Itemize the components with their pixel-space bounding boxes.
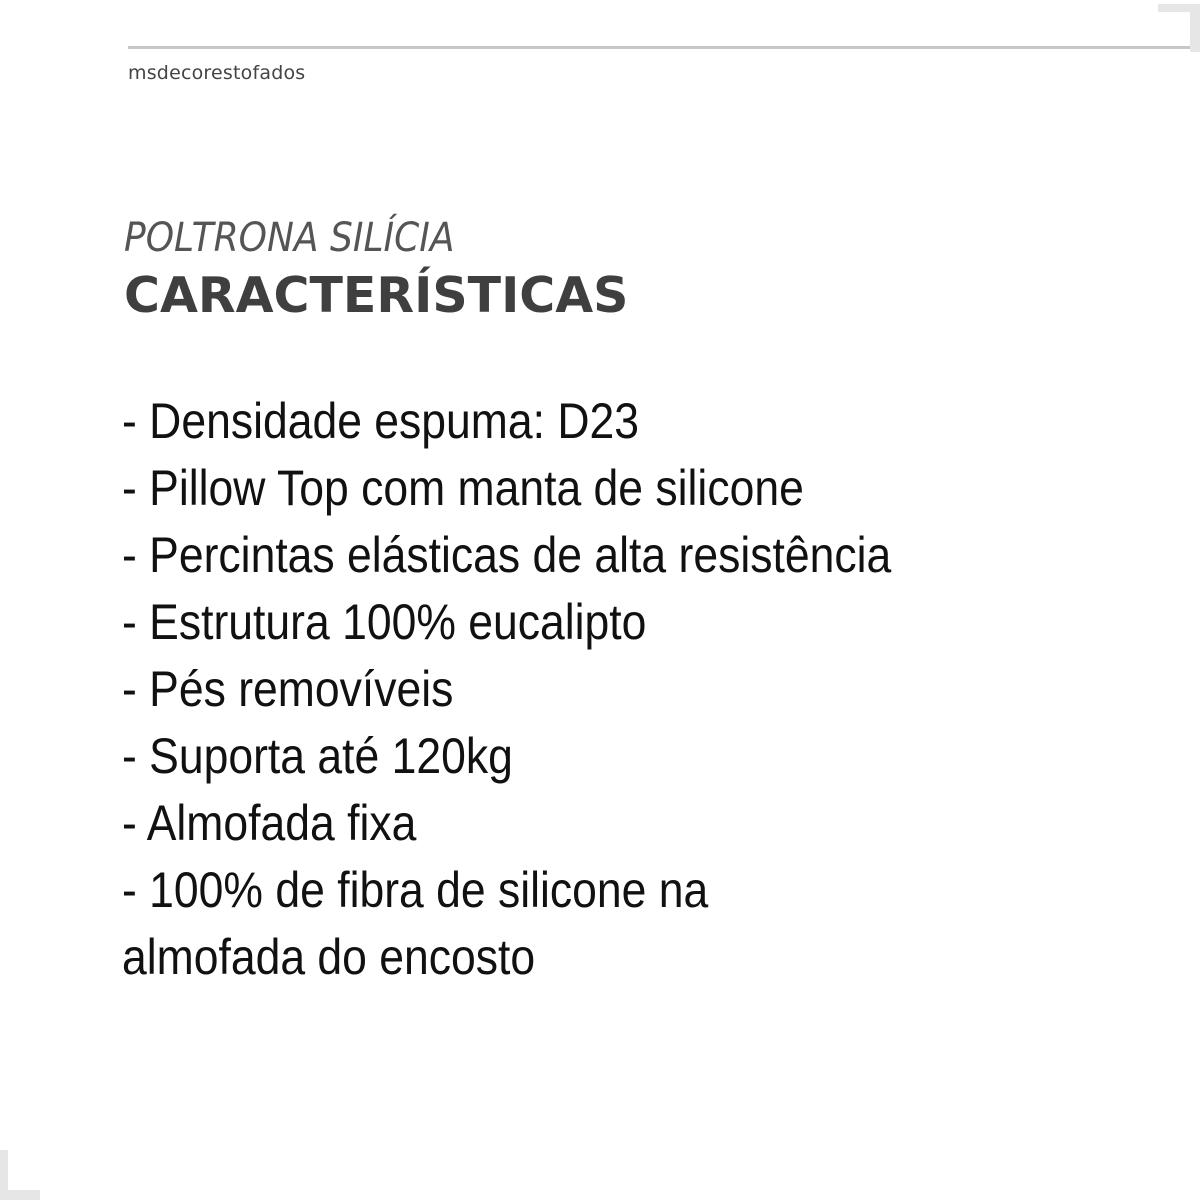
section-title: CARACTERÍSTICAS (124, 267, 629, 324)
feature-item: - Almofada fixa (122, 795, 417, 851)
brand-name: msdecorestofados (128, 62, 306, 84)
feature-item-continuation: almofada do encosto (122, 929, 536, 985)
corner-mark-bottom-left-horizontal (0, 1190, 40, 1200)
feature-item: - Estrutura 100% eucalipto (122, 594, 647, 650)
feature-item: - Suporta até 120kg (122, 728, 513, 784)
feature-item: - Densidade espuma: D23 (122, 393, 639, 449)
corner-mark-top-right-vertical (1190, 4, 1200, 52)
product-name: POLTRONA SILÍCIA (124, 215, 455, 261)
feature-item: - Pés removíveis (122, 661, 454, 717)
feature-item: - 100% de fibra de silicone na (122, 862, 709, 918)
feature-list (122, 388, 986, 991)
feature-item: - Percintas elásticas de alta resistência (122, 527, 892, 583)
feature-item: - Pillow Top com manta de silicone (122, 460, 804, 516)
top-divider (128, 46, 1200, 49)
